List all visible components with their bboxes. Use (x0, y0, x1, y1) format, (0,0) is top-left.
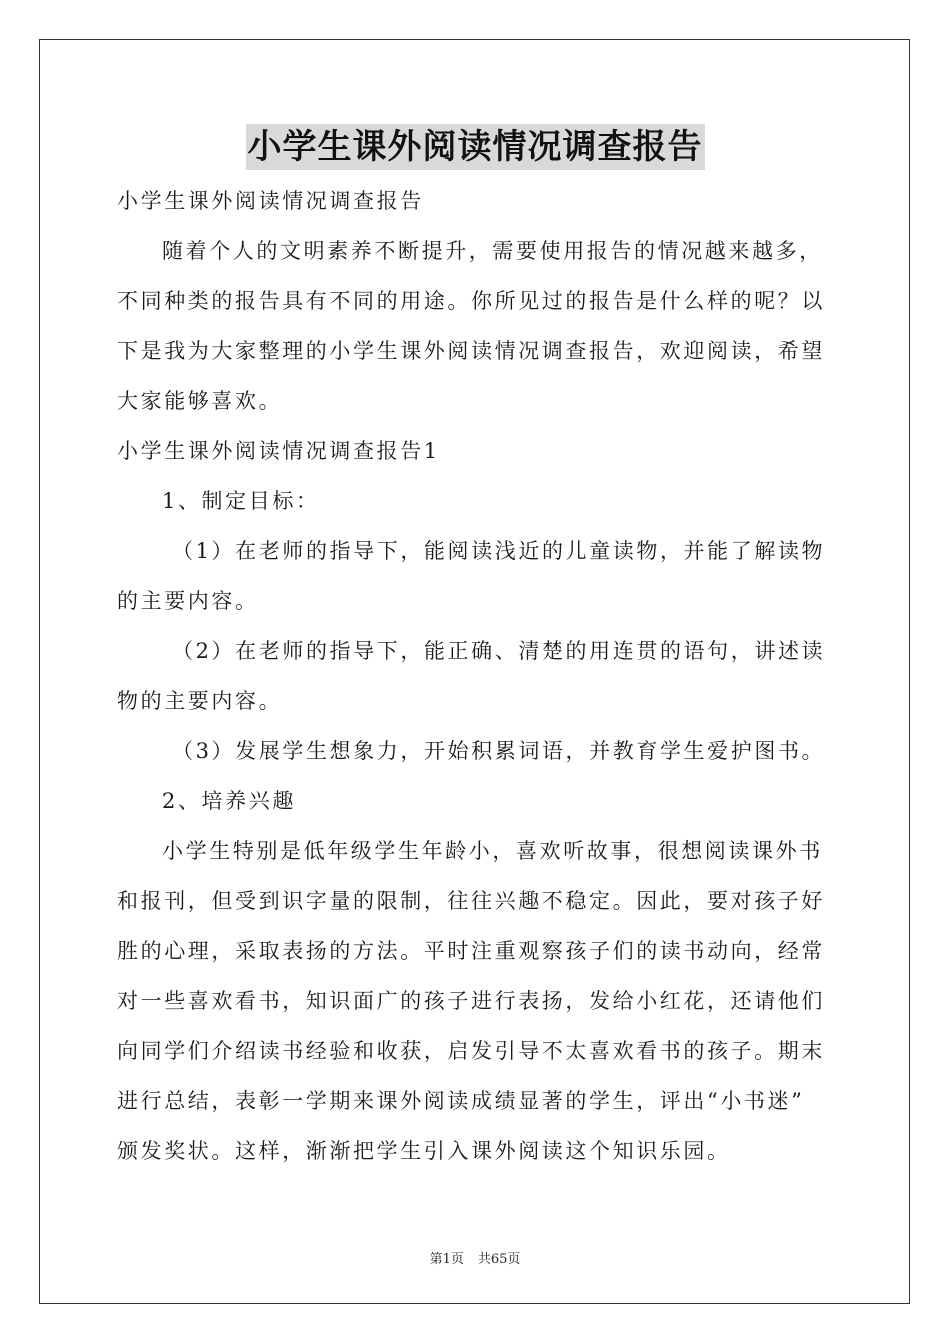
page-number: 第1页 (429, 1252, 464, 1267)
goal-item-line: （1）在老师的指导下，能阅读浅近的儿童读物，并能了解读物 (172, 539, 826, 563)
section-heading: 小学生课外阅读情况调查报告1 (117, 439, 440, 463)
title-container (0, 124, 950, 170)
document-body (117, 176, 837, 1176)
item-heading: 2、培养兴趣 (162, 789, 296, 813)
goal-item-line: 的主要内容。 (117, 589, 259, 613)
document-title: 小学生课外阅读情况调查报告 (246, 124, 705, 170)
intro-paragraph-line: 下是我为大家整理的小学生课外阅读情况调查报告，欢迎阅读，希望 (117, 339, 825, 363)
goal-item-line: （3）发展学生想象力，开始积累词语，并教育学生爱护图书。 (172, 739, 826, 763)
goal-item-line: 物的主要内容。 (117, 689, 283, 713)
goal-item-line: （2）在老师的指导下，能正确、清楚的用连贯的语句，讲述读 (172, 639, 826, 663)
body-paragraph-line: 胜的心理，采取表扬的方法。平时注重观察孩子们的读书动向，经常 (117, 939, 825, 963)
body-paragraph-line: 对一些喜欢看书，知识面广的孩子进行表扬，发给小红花，还请他们 (117, 989, 825, 1013)
item-heading: 1、制定目标： (162, 489, 320, 513)
intro-paragraph-line: 不同种类的报告具有不同的用途。你所见过的报告是什么样的呢？以 (117, 289, 825, 313)
body-paragraph-line: 进行总结，表彰一学期来课外阅读成绩显著的学生，评出“小书迷” (117, 1089, 805, 1113)
body-paragraph-line: 颁发奖状。这样，渐渐把学生引入课外阅读这个知识乐园。 (117, 1139, 731, 1163)
body-paragraph-line: 向同学们介绍读书经验和收获，启发引导不太喜欢看书的孩子。期末 (117, 1039, 825, 1063)
intro-paragraph-line: 随着个人的文明素养不断提升，需要使用报告的情况越来越多， (162, 239, 823, 263)
intro-paragraph-line: 大家能够喜欢。 (117, 389, 283, 413)
page-footer (0, 1248, 950, 1267)
body-paragraph-line: 和报刊，但受到识字量的限制，往往兴趣不稳定。因此，要对孩子好 (117, 889, 825, 913)
body-paragraph-line: 小学生特别是低年级学生年龄小，喜欢听故事，很想阅读课外书 (162, 839, 823, 863)
report-subtitle: 小学生课外阅读情况调查报告 (117, 189, 424, 213)
page-total: 共65页 (477, 1252, 521, 1267)
